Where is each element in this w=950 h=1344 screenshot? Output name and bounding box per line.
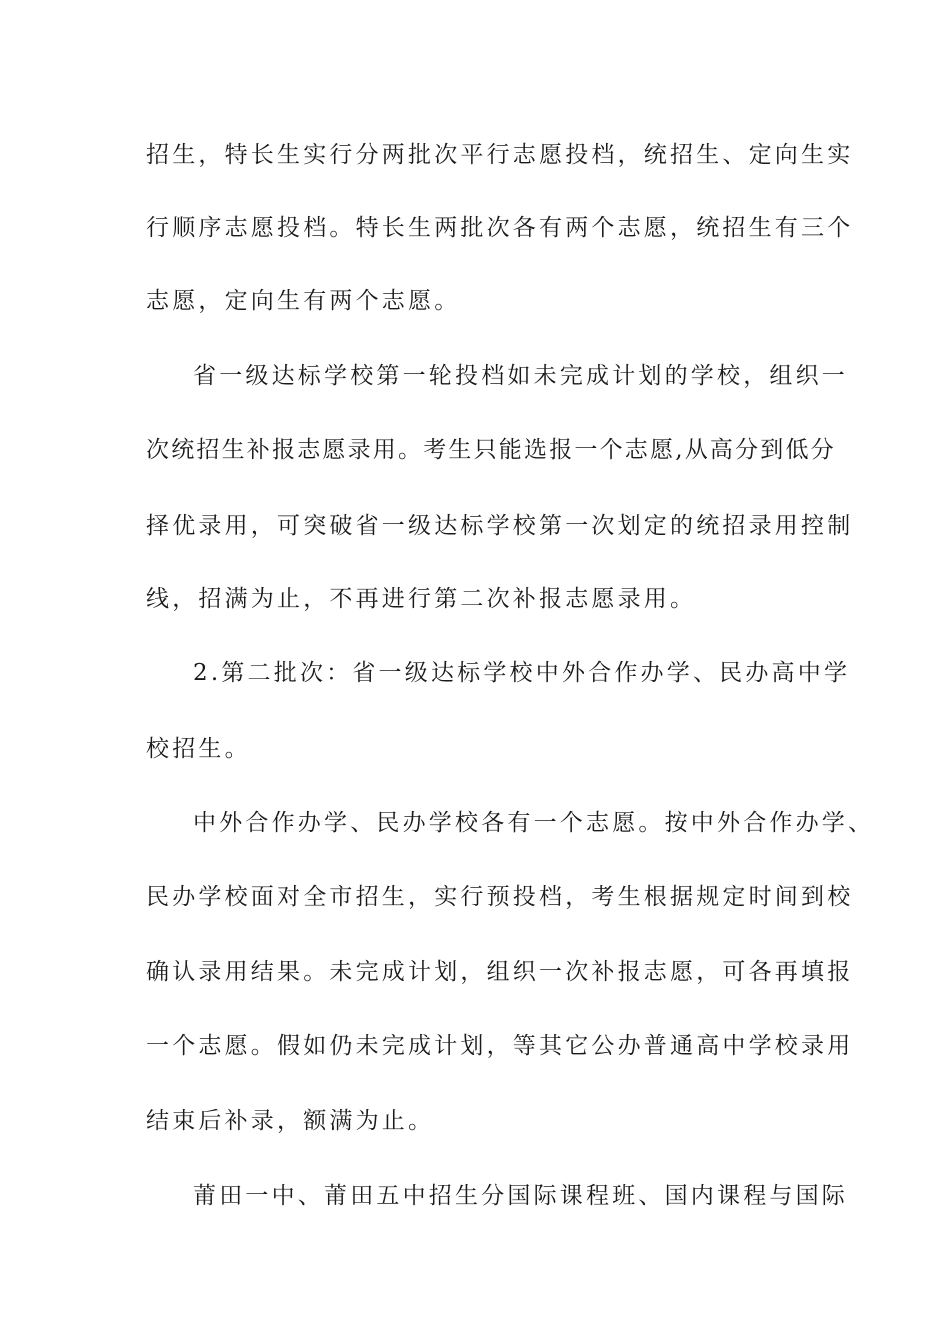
text-line-7: 线，招满为止，不再进行第二次补报志愿录用。	[146, 586, 697, 612]
text-line-14: 结束后补录，额满为止。	[146, 1108, 435, 1134]
text-line-5: 次统招生补报志愿录用。考生只能选报一个志愿,从高分到低分	[146, 437, 836, 463]
text-line-9: 校招生。	[146, 736, 251, 762]
text-line-6: 择优录用，可突破省一级达标学校第一次划定的统招录用控制	[146, 513, 854, 539]
text-line-11: 民办学校面对全市招生，实行预投档，考生根据规定时间到校	[146, 884, 854, 910]
text-line-15: 莆田一中、莆田五中招生分国际课程班、国内课程与国际	[193, 1183, 848, 1209]
text-line-12: 确认录用结果。未完成计划，组织一次补报志愿，可各再填报	[146, 959, 854, 985]
text-line-3: 志愿，定向生有两个志愿。	[146, 288, 461, 314]
text-line-2: 行顺序志愿投档。特长生两批次各有两个志愿，统招生有三个	[146, 215, 854, 241]
text-line-1: 招生，特长生实行分两批次平行志愿投档，统招生、定向生实	[146, 142, 854, 168]
text-line-13: 一个志愿。假如仍未完成计划，等其它公办普通高中学校录用	[146, 1033, 854, 1059]
text-line-8: 2.第二批次：省一级达标学校中外合作办学、民办高中学	[193, 660, 851, 686]
text-line-4: 省一级达标学校第一轮投档如未完成计划的学校，组织一	[193, 363, 848, 389]
text-line-10: 中外合作办学、民办学校各有一个志愿。按中外合作办学、	[193, 810, 875, 836]
